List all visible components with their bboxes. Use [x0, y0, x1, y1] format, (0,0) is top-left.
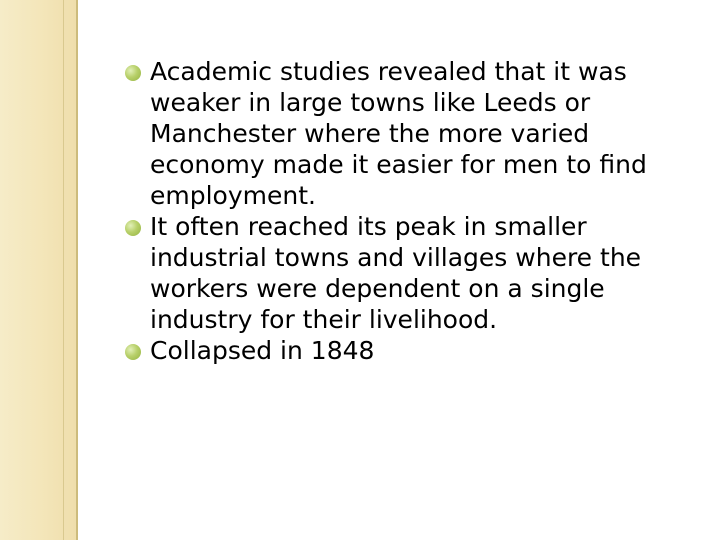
- bullet-text: Academic studies revealed that it was weaker in large towns like Leeds or Manchester where the more varied economy made it easier for men to find employment.: [150, 57, 647, 210]
- bullet-item-peak-in-smaller-towns: [125, 211, 685, 335]
- bullet-item-weaker-in-large-towns: [125, 56, 685, 211]
- bullet-list: [125, 56, 685, 366]
- band-edge-line: [76, 0, 78, 540]
- bullet-item-collapsed-1848: [125, 335, 685, 366]
- circle-bullet-icon: [125, 220, 141, 236]
- decorative-side-band: [0, 0, 76, 540]
- bullet-text: Collapsed in 1848: [150, 336, 375, 365]
- slide-content: [125, 56, 685, 366]
- circle-bullet-icon: [125, 65, 141, 81]
- circle-bullet-icon: [125, 344, 141, 360]
- band-divider-line: [63, 0, 64, 540]
- bullet-text: It often reached its peak in smaller industrial towns and villages where the workers were dependent on a single industry for their livelihood.: [150, 212, 642, 334]
